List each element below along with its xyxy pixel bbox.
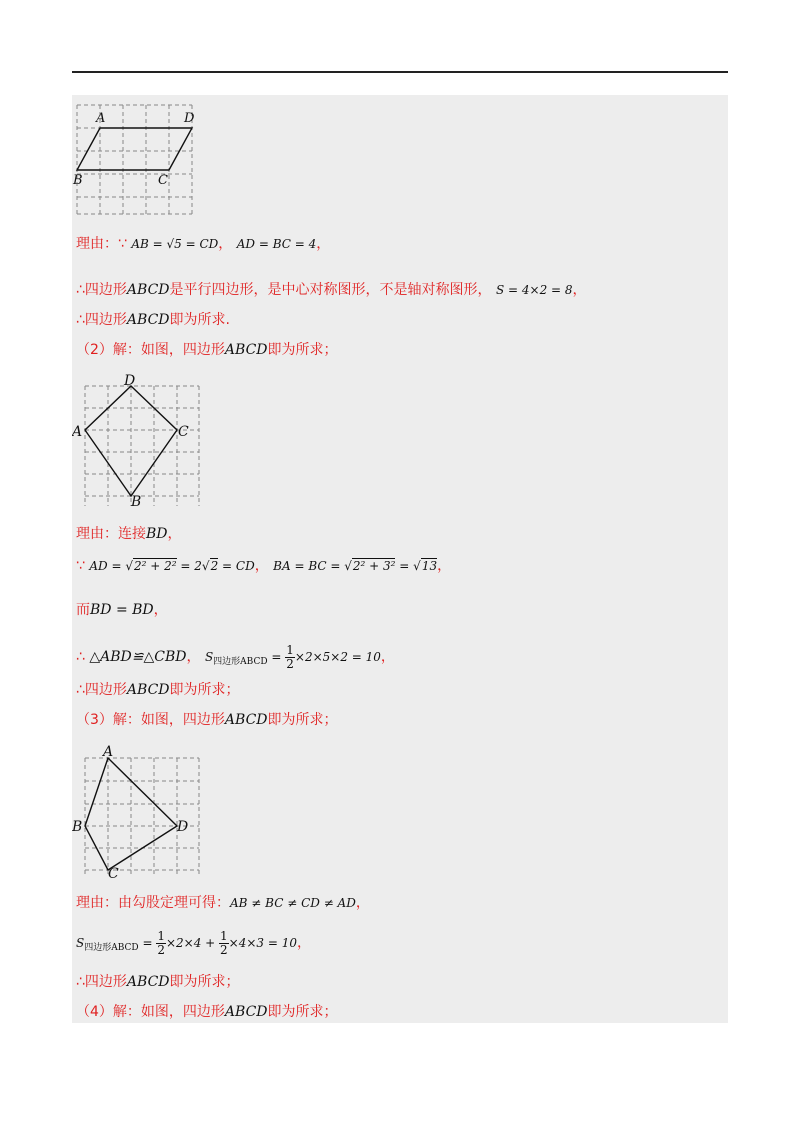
reason-2b: ∵ AD = √2² + 2² = 2√2 = CD， BA = BC = √2² + 3² = √13， (76, 558, 452, 574)
vertex-label-b: B (73, 173, 83, 188)
reason-2: 理由：连接BD， (76, 526, 182, 542)
part-4-heading: （4）解：如图，四边形ABCD即为所求； (76, 1004, 338, 1020)
conclusion-1b: ∴四边形ABCD即为所求. (76, 312, 230, 328)
conclusion-2: ∴四边形ABCD即为所求； (76, 682, 240, 698)
vertex-label-a: A (103, 744, 114, 760)
vertex-label-b: B (131, 494, 142, 510)
reason-1: 理由：∵ AB = √5 = CD， AD = BC = 4， (76, 236, 331, 252)
figure-quadrilateral (72, 742, 202, 880)
figure-parallelogram (72, 100, 202, 218)
vertex-label-a: A (96, 111, 106, 126)
part-3-heading: （3）解：如图，四边形ABCD即为所求； (76, 712, 338, 728)
vertex-label-c: C (108, 866, 119, 880)
conclusion-3: ∴四边形ABCD即为所求； (76, 974, 240, 990)
parallelogram-shape (77, 128, 192, 170)
reason-2d: ∴ △ABD≌△CBD， $S_{四边形ABCD}$ = $\frac{1}{2}$ ×2×5×2 = 10， (76, 643, 395, 671)
reason-3b: $S_{四边形ABCD}$ = $\frac{1}{2}$ ×2×4 + $\frac{1}{2}$ ×4×3 = 10， (76, 929, 311, 957)
vertex-label-d: D (184, 111, 195, 126)
vertex-label-a: A (72, 424, 83, 440)
vertex-label-c: C (178, 424, 189, 440)
vertex-label-c: C (158, 173, 168, 188)
vertex-label-d: D (124, 373, 136, 389)
header-rule (72, 71, 728, 73)
vertex-label-b: B (72, 819, 83, 835)
reason-3: 理由：由勾股定理可得：AB ≠ BC ≠ CD ≠ AD， (76, 895, 370, 911)
reason-2c: 而BD = BD， (76, 602, 168, 618)
part-2-heading: （2）解：如图，四边形ABCD即为所求； (76, 342, 338, 358)
figure-kite (72, 372, 202, 512)
vertex-label-d: D (177, 819, 189, 835)
conclusion-1: ∴四边形ABCD是平行四边形，是中心对称图形，不是轴对称图形， S = 4×2 = 8， (76, 282, 587, 298)
